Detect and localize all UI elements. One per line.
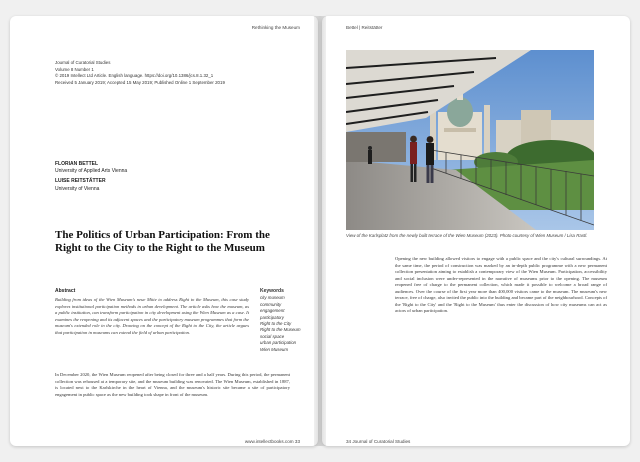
- author-name: LUISE REITSTÄTTER: [55, 178, 106, 185]
- abstract-heading: Abstract: [55, 288, 76, 294]
- body-text-right: Opening the new building allowed visitors to engage with a public space and the city's cultural surroundings. At the same time, the period of construction was marked by an in-depth public programme with a new permanent collection presentation aiming to establish a contemporary view of the Wien Museum. Participation, accessibility and social inclusion were under-represented in the narrative of museums prior to the opening. The museum reopened free of charge to the permanent collection, which made it possible to welcome a broad range of audiences. Over the course of the first year more than 400,000 visitors came to the museum. The museum's new terrace, free of charge, also invited the public into the building and became part of the neighbourhood. Concepts of the 'Right to the City' and the 'Right to the Museum' thus enter the discussion of how city museums can act as actors of urban participation.: [395, 256, 607, 313]
- keyword-item: Right to the Museum: [260, 327, 301, 333]
- keywords-heading: Keywords: [260, 288, 284, 294]
- author-name: FLORIAN BETTEL: [55, 161, 99, 167]
- keyword-item: engagement: [260, 308, 285, 314]
- keyword-item: urban participation: [260, 340, 297, 346]
- right-page: [322, 16, 630, 446]
- running-head-right: Bettel | Reitstätter: [346, 25, 383, 30]
- folio-right: 34 Journal of Curatorial Studies: [346, 439, 411, 444]
- photo-caption: View of the Karlsplatz from the newly built terrace of the Wien Museum (2023). Photo courtesy of Wien Museum / Lisa Rastl.: [346, 233, 588, 238]
- body-text-left: In December 2020, the Wien Museum reopened after being closed for three and a half years. During this period, the permanent collection was rehoused at a temporary site, and the museum building was renovated. The Wien Museum, established in 1887, is located next to the Karlskirche in the heart of Vienna, and the museum's historic site became a site of participatory engagement in public space as the new building took shape in front of the museum.: [55, 372, 290, 397]
- keywords-block: [260, 288, 312, 353]
- journal-dates-line: Received 5 January 2019; Accepted 15 May 2019; Published Online 1 September 2019: [55, 79, 225, 85]
- author-affiliation: University of Vienna: [55, 185, 100, 192]
- abstract-text: Building from ideas of the Wien Museum's neue Mitte to address Right to the Museum, this case study explores institutional participation methods in urban development. The article asks how the museum, as a public institution, can transform participation in city development using the Wien Museum as a case. It examines the reopening and its adjacent spaces and the participatory museum programmes that form the museum's extended role in the city. Drawing on the concept of the Right to the City, the article argues that participation in museums can extend the field of urban participation.: [55, 297, 249, 335]
- journal-metadata-block: [55, 60, 295, 86]
- journal-doi-line: © 2019 Intellect Ltd Article. English language. https://doi.org/10.1386/jcs.8.1.32_1: [55, 73, 214, 79]
- journal-name: Journal of Curatorial Studies: [55, 60, 111, 65]
- keyword-item: participatory: [260, 314, 284, 320]
- keyword-item: social space: [260, 333, 285, 339]
- building-facade: [346, 132, 406, 162]
- folio-left: www.intellectbooks.com 33: [244, 439, 300, 444]
- magazine-spread: [10, 16, 630, 446]
- spread-gutter: [314, 16, 326, 446]
- keyword-item: community: [260, 301, 282, 307]
- author-affiliation: University of Applied Arts Vienna: [55, 168, 128, 175]
- keyword-item: Wien Museum: [260, 346, 289, 352]
- left-page: [10, 16, 318, 446]
- author-block: [55, 161, 127, 196]
- keyword-item: Right to the City: [260, 321, 292, 327]
- photo-illustration: [346, 50, 594, 230]
- journal-volume: Volume 8 Number 1: [55, 66, 94, 72]
- museum-terrace-photo: [346, 50, 594, 230]
- keyword-item: city museum: [260, 295, 285, 301]
- running-head-left: Rethinking the Museum: [251, 25, 300, 30]
- article-title: The Politics of Urban Participation: From the Right to the City to the Right to the Museum: [55, 229, 270, 255]
